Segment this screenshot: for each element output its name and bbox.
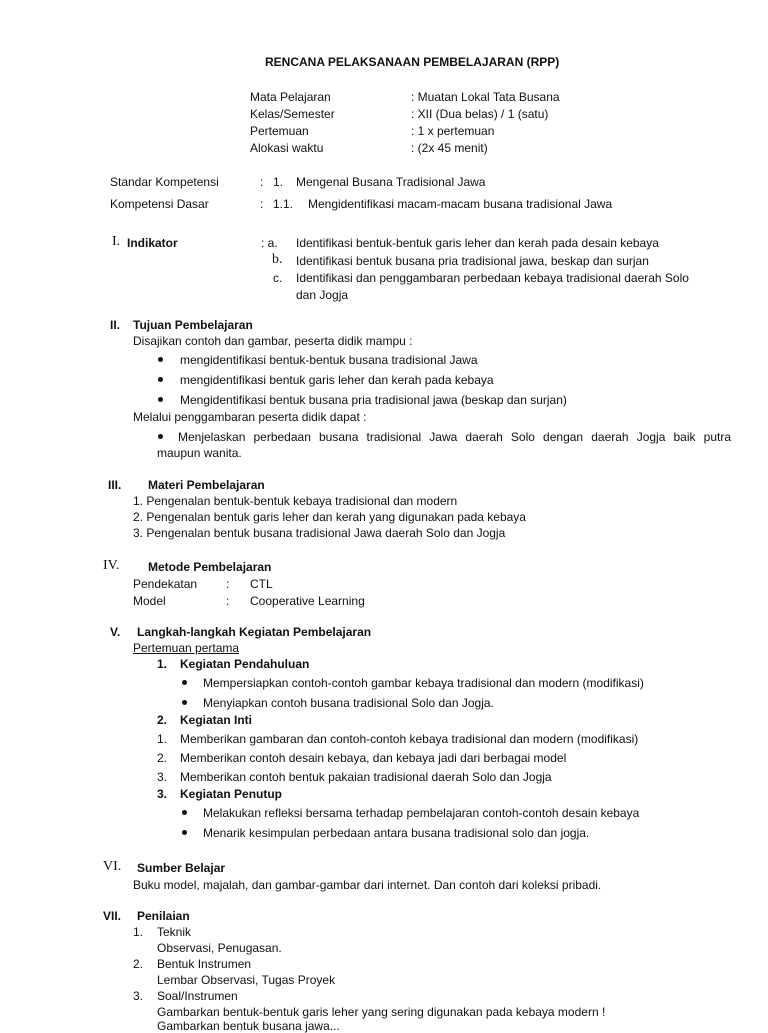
indikator-roman: I. bbox=[112, 234, 121, 249]
sk-number: 1. bbox=[273, 175, 284, 189]
sk-label: Standar Kompetensi bbox=[110, 175, 219, 189]
identity-value-meeting: : 1 x pertemuan bbox=[411, 124, 495, 138]
penutup-bullet-2: Menarik kesimpulan perbedaan antara busana tradisional solo dan jogja. bbox=[203, 826, 590, 840]
bullet-dot bbox=[182, 830, 187, 835]
penutup-heading: Kegiatan Penutup bbox=[180, 787, 283, 801]
bullet-dot bbox=[158, 357, 163, 362]
penilaian-item-1-value: Observasi, Penugasan. bbox=[157, 941, 282, 955]
sumber-text: Buku model, majalah, dan gambar-gambar dari internet. Dan contoh dari koleksi pribadi. bbox=[133, 878, 602, 892]
identity-label-class: Kelas/Semester bbox=[250, 107, 335, 121]
penilaian-item-2-label: Bentuk Instrumen bbox=[157, 957, 252, 971]
metode-value-model: Cooperative Learning bbox=[250, 594, 365, 608]
metode-roman: IV. bbox=[103, 558, 120, 573]
identity-label-time: Alokasi waktu bbox=[250, 141, 324, 155]
materi-item-2: 2. Pengenalan bentuk garis leher dan kerah yang digunakan pada kebaya bbox=[133, 510, 526, 524]
tujuan-bullet-1: mengidentifikasi bentuk-bentuk busana tradisional Jawa bbox=[180, 353, 478, 367]
penilaian-item-1-number: 1. bbox=[133, 925, 144, 939]
inti-item-2-number: 2. bbox=[157, 751, 168, 765]
indikator-item-b: Identifikasi bentuk busana pria tradisional jawa, beskap dan surjan bbox=[296, 254, 649, 268]
sumber-roman: VI. bbox=[103, 859, 122, 874]
kd-separator: : bbox=[260, 197, 264, 211]
penilaian-item-1-label: Teknik bbox=[157, 925, 192, 939]
document-title: RENCANA PELAKSANAAN PEMBELAJARAN (RPP) bbox=[265, 55, 560, 69]
bullet-dot bbox=[158, 397, 163, 402]
bullet-dot bbox=[158, 377, 163, 382]
sk-separator: : bbox=[260, 175, 264, 189]
sumber-heading: Sumber Belajar bbox=[137, 861, 226, 875]
indikator-item-c-cont: dan Jogja bbox=[296, 288, 349, 302]
materi-roman: III. bbox=[108, 478, 122, 492]
penilaian-item-3-next-line: Gambarkan bentuk busana jawa... bbox=[157, 1019, 340, 1033]
kd-text: Mengidentifikasi macam-macam busana tradisional Jawa bbox=[308, 197, 613, 211]
penilaian-item-3-label: Soal/Instrumen bbox=[157, 989, 238, 1003]
penilaian-item-3-number: 3. bbox=[133, 989, 144, 1003]
sk-text: Mengenal Busana Tradisional Jawa bbox=[296, 175, 486, 189]
tujuan-bullet-4: Menjelaskan perbedaan busana tradisional Jawa daerah Solo dengan daerah Jogja baik putra bbox=[178, 430, 731, 444]
metode-value-approach: CTL bbox=[250, 577, 273, 591]
inti-number: 2. bbox=[157, 713, 168, 727]
kd-number: 1.1. bbox=[273, 197, 294, 211]
materi-item-3: 3. Pengenalan bentuk busana tradisional Jawa daerah Solo dan Jogja bbox=[133, 526, 506, 540]
materi-heading: Materi Pembelajaran bbox=[148, 478, 265, 492]
penutup-number: 3. bbox=[157, 787, 168, 801]
tujuan-roman: II. bbox=[110, 318, 121, 332]
inti-item-3: Memberikan contoh bentuk pakaian tradisional daerah Solo dan Jogja bbox=[180, 770, 552, 784]
tujuan-intro: Disajikan contoh dan gambar, peserta didik mampu : bbox=[133, 334, 413, 348]
indikator-letter-c: c. bbox=[273, 271, 283, 285]
langkah-roman: V. bbox=[110, 625, 121, 639]
penilaian-item-3-value: Gambarkan bentuk-bentuk garis leher yang sering digunakan pada kebaya modern ! bbox=[157, 1005, 606, 1019]
inti-item-1-number: 1. bbox=[157, 732, 168, 746]
indikator-item-a: Identifikasi bentuk-bentuk garis leher dan kerah pada desain kebaya bbox=[296, 236, 659, 250]
metode-sep-model: : bbox=[226, 594, 230, 608]
pendahuluan-heading: Kegiatan Pendahuluan bbox=[180, 657, 310, 671]
tujuan-bullet-4-cont: maupun wanita. bbox=[157, 446, 242, 460]
identity-value-class: : XII (Dua belas) / 1 (satu) bbox=[411, 107, 549, 121]
pendahuluan-number: 1. bbox=[157, 657, 168, 671]
langkah-heading: Langkah-langkah Kegiatan Pembelajaran bbox=[137, 625, 372, 639]
kd-label: Kompetensi Dasar bbox=[110, 197, 209, 211]
tujuan-intro-2: Melalui penggambaran peserta didik dapat : bbox=[133, 410, 367, 424]
penilaian-item-2-number: 2. bbox=[133, 957, 144, 971]
indikator-separator: : a. bbox=[261, 236, 278, 250]
tujuan-bullet-3: Mengidentifikasi bentuk busana pria tradisional jawa (beskap dan surjan) bbox=[180, 393, 567, 407]
metode-label-approach: Pendekatan bbox=[133, 577, 198, 591]
penutup-bullet-1: Melakukan refleksi bersama terhadap pembelajaran contoh-contoh desain kebaya bbox=[203, 806, 640, 820]
pendahuluan-bullet-1: Mempersiapkan contoh-contoh gambar kebaya tradisional dan modern (modifikasi) bbox=[203, 676, 644, 690]
bullet-dot bbox=[182, 810, 187, 815]
identity-value-time: : (2x 45 menit) bbox=[411, 141, 488, 155]
penilaian-roman: VII. bbox=[103, 909, 122, 923]
metode-sep-approach: : bbox=[226, 577, 230, 591]
pendahuluan-bullet-2: Menyiapkan contoh busana tradisional Solo dan Jogja. bbox=[203, 696, 494, 710]
indikator-letter-b: b. bbox=[272, 252, 283, 267]
penilaian-heading: Penilaian bbox=[137, 909, 190, 923]
metode-heading: Metode Pembelajaran bbox=[148, 560, 272, 574]
indikator-heading: Indikator bbox=[127, 236, 178, 250]
tujuan-bullet-2: mengidentifikasi bentuk garis leher dan kerah pada kebaya bbox=[180, 373, 494, 387]
bullet-dot bbox=[182, 680, 187, 685]
inti-item-3-number: 3. bbox=[157, 770, 168, 784]
langkah-meeting-label: Pertemuan pertama bbox=[133, 641, 240, 655]
indikator-item-c: Identifikasi dan penggambaran perbedaan kebaya tradisional daerah Solo bbox=[296, 271, 689, 285]
bullet-dot bbox=[182, 700, 187, 705]
identity-label-subject: Mata Pelajaran bbox=[250, 90, 331, 104]
inti-item-1: Memberikan gambaran dan contoh-contoh kebaya tradisional dan modern (modifikasi) bbox=[180, 732, 639, 746]
tujuan-heading: Tujuan Pembelajaran bbox=[133, 318, 253, 332]
penilaian-item-2-value: Lembar Observasi, Tugas Proyek bbox=[157, 973, 336, 987]
inti-item-2: Memberikan contoh desain kebaya, dan kebaya jadi dari berbagai model bbox=[180, 751, 567, 765]
inti-heading: Kegiatan Inti bbox=[180, 713, 253, 727]
identity-value-subject: : Muatan Lokal Tata Busana bbox=[411, 90, 560, 104]
identity-label-meeting: Pertemuan bbox=[250, 124, 309, 138]
bullet-dot bbox=[158, 434, 163, 439]
materi-item-1: 1. Pengenalan bentuk-bentuk kebaya tradisional dan modern bbox=[133, 494, 458, 508]
metode-label-model: Model bbox=[133, 594, 166, 608]
